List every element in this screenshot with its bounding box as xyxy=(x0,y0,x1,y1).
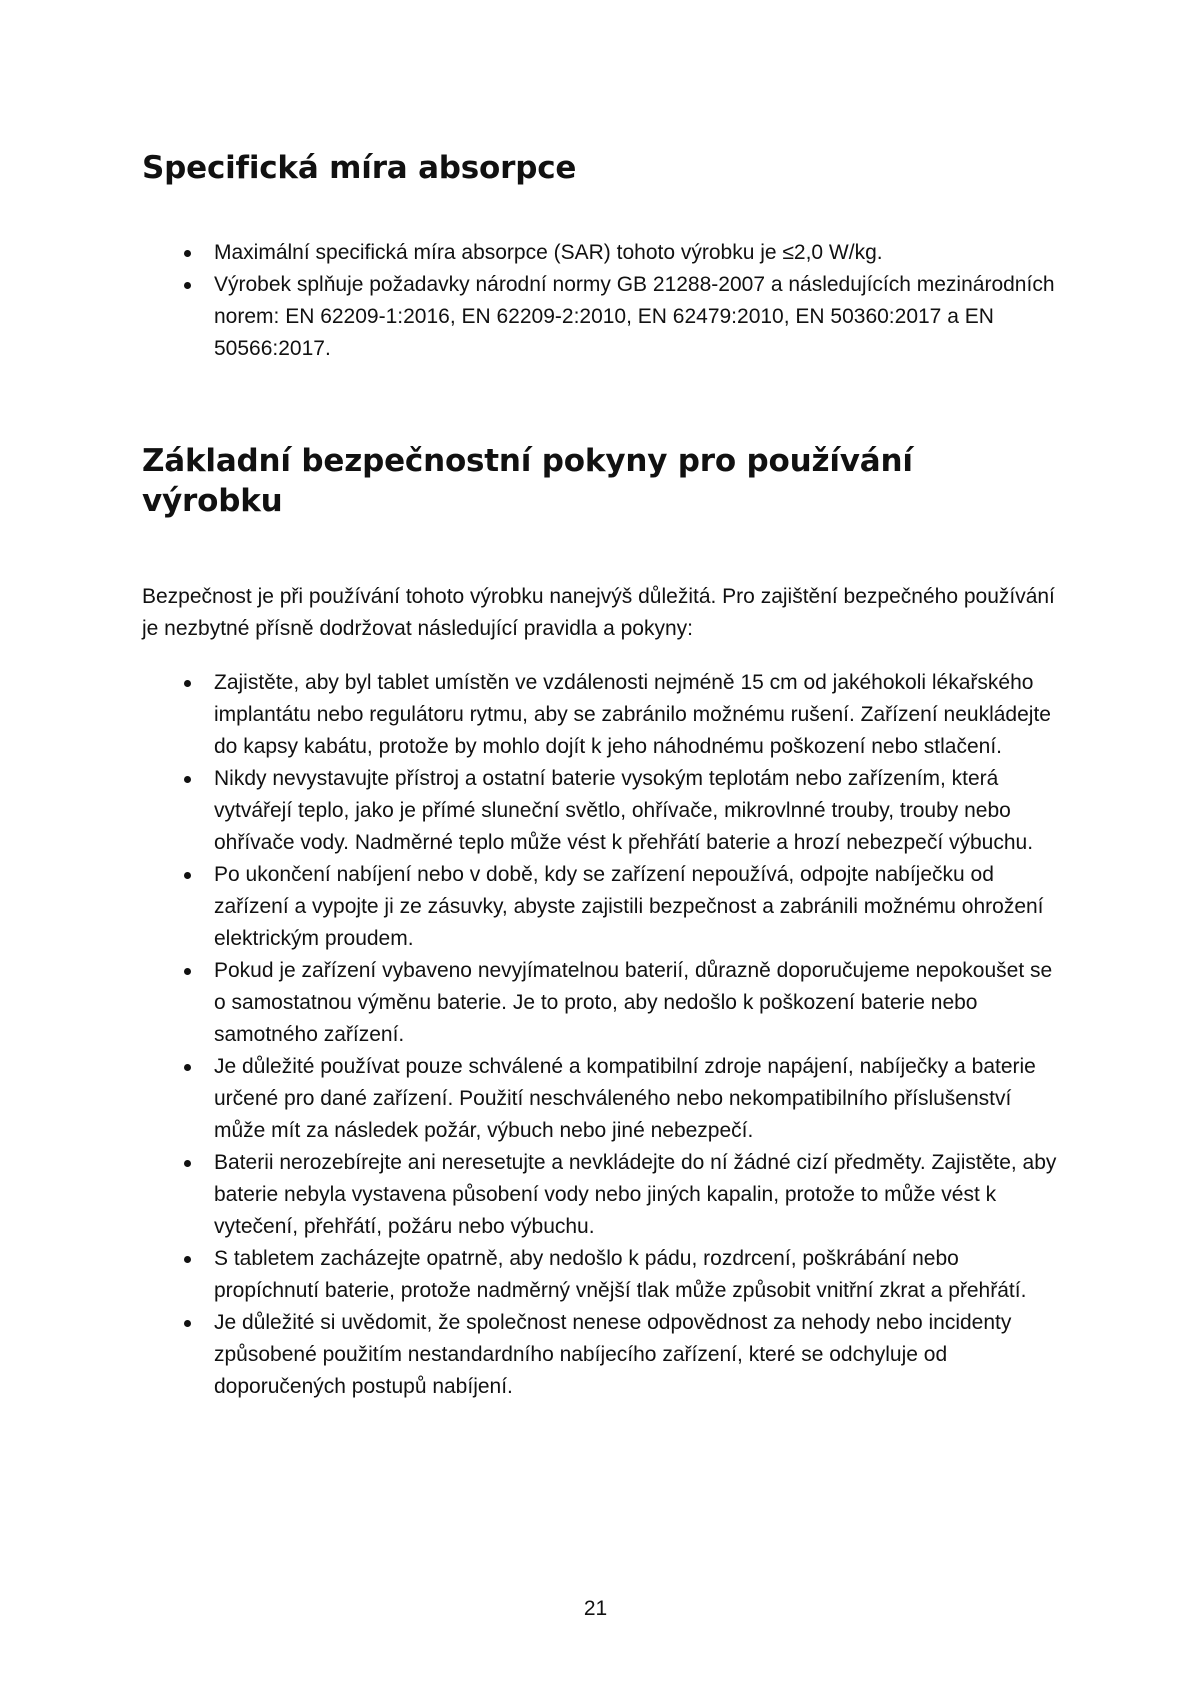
safety-intro: Bezpečnost je při používání tohoto výrobku nanejvýš důležitá. Pro zajištění bezpečného používání je nezbytné přísně dodržovat následující pravidla a pokyny: xyxy=(142,585,1055,640)
list-item xyxy=(142,269,1062,365)
bullet-icon xyxy=(184,872,191,879)
bullet-icon xyxy=(184,776,191,783)
list-item xyxy=(142,955,1062,1051)
list-item-text: Je důležité používat pouze schválené a kompatibilní zdroje napájení, nabíječky a baterie určené pro dané zařízení. Použití neschváleného nebo nekompatibilního příslušenství může mít za následek požár, výbuch nebo jiné nebezpečí. xyxy=(214,1055,1036,1142)
list-item xyxy=(142,1051,1062,1147)
list-item xyxy=(142,859,1062,955)
list-item xyxy=(142,1307,1062,1403)
list-item-text: S tabletem zacházejte opatrně, aby nedošlo k pádu, rozdrcení, poškrábání nebo propíchnutí baterie, protože nadměrný vnější tlak může způsobit vnitřní zkrat a přehřátí. xyxy=(214,1247,1027,1302)
list-item-text: Pokud je zařízení vybaveno nevyjímatelnou baterií, důrazně doporučujeme nepokoušet se o samostatnou výměnu baterie. Je to proto, aby nedošlo k poškození baterie nebo samotného zařízení. xyxy=(214,959,1053,1046)
bullet-icon xyxy=(184,1064,191,1071)
list-item-text: Zajistěte, aby byl tablet umístěn ve vzdálenosti nejméně 15 cm od jakéhokoli lékařského implantátu nebo regulátoru rytmu, aby se zabránilo možnému rušení. Zařízení neukládejte do kapsy kabátu, protože by mohlo dojít k jeho náhodnému poškození nebo stlačení. xyxy=(214,671,1051,758)
bullet-icon xyxy=(184,680,191,687)
bullet-icon xyxy=(184,1320,191,1327)
list-item-text: Nikdy nevystavujte přístroj a ostatní baterie vysokým teplotám nebo zařízením, která vytvářejí teplo, jako je přímé sluneční světlo, ohřívače, mikrovlnné trouby, trouby nebo ohřívače vody. Nadměrné teplo může vést k přehřátí baterie a hrozí nebezpečí výbuchu. xyxy=(214,767,1034,854)
bullet-icon xyxy=(184,968,191,975)
bullet-icon xyxy=(184,1160,191,1167)
section-title-safety: Základní bezpečnostní pokyny pro používání výrobku xyxy=(142,443,913,519)
section-safety xyxy=(142,441,1062,1403)
list-item-text: Baterii nerozebírejte ani neresetujte a nevkládejte do ní žádné cizí předměty. Zajistěte, aby baterie nebyla vystavena působení vody nebo jiných kapalin, protože to může vést k vytečení, přehřátí, požáru nebo výbuchu. xyxy=(214,1151,1057,1238)
list-item-text: Po ukončení nabíjení nebo v době, kdy se zařízení nepoužívá, odpojte nabíječku od zařízení a vypojte ji ze zásuvky, abyste zajistili bezpečnost a zabránili možnému ohrožení elektrickým proudem. xyxy=(214,863,1044,950)
list-item xyxy=(142,763,1062,859)
bullet-icon xyxy=(184,250,191,257)
page-number: 21 xyxy=(583,1597,608,1620)
bullet-icon xyxy=(184,1256,191,1263)
list-item-text: Maximální specifická míra absorpce (SAR) tohoto výrobku je ≤2,0 W/kg. xyxy=(214,241,883,264)
list-item xyxy=(142,667,1062,763)
sar-bullet-list xyxy=(142,237,1062,365)
list-item-text: Výrobek splňuje požadavky národní normy GB 21288-2007 a následujících mezinárodních norem: EN 62209-1:2016, EN 62209-2:2010, EN 62479:2010, EN 50360:2017 a EN 50566:2017. xyxy=(214,273,1055,360)
list-item xyxy=(142,237,1062,269)
list-item xyxy=(142,1147,1062,1243)
bullet-icon xyxy=(184,282,191,289)
section-title-sar: Specifická míra absorpce xyxy=(142,150,577,186)
section-sar xyxy=(142,148,1062,365)
safety-bullet-list xyxy=(142,667,1062,1403)
list-item-text: Je důležité si uvědomit, že společnost nenese odpovědnost za nehody nebo incidenty způsobené použitím nestandardního nabíjecího zařízení, které se odchyluje od doporučených postupů nabíjení. xyxy=(214,1311,1012,1398)
list-item xyxy=(142,1243,1062,1307)
